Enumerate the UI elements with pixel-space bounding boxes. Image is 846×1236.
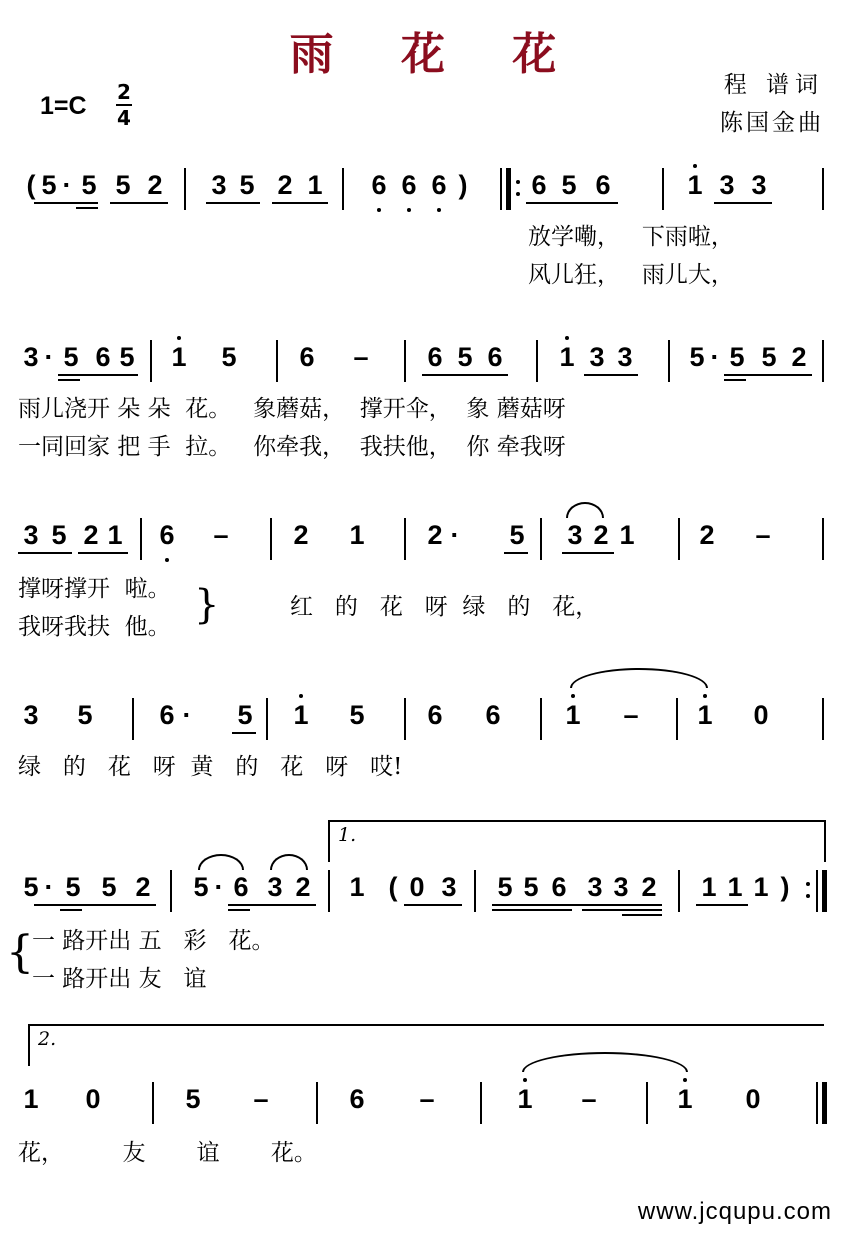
dash: – (419, 1084, 435, 1114)
note: 1 (753, 872, 769, 902)
note: 5 (523, 872, 539, 902)
note: 3 (23, 342, 39, 372)
beam (582, 909, 662, 911)
note: 5 (561, 170, 577, 200)
note: 5 (101, 872, 117, 902)
note: 2 (593, 520, 609, 550)
augmentation-dot: · (44, 342, 54, 372)
second-ending-bracket (28, 1024, 824, 1066)
dash: – (755, 520, 771, 550)
bar-line (536, 340, 538, 382)
note: 6 (485, 700, 501, 730)
note: 3 (567, 520, 583, 550)
bar-line (822, 168, 824, 210)
note: 1 (23, 1084, 39, 1114)
time-denominator: 4 (117, 106, 131, 130)
high-octave-dot (565, 336, 569, 340)
bar-line (342, 168, 344, 210)
note: 6 (431, 170, 447, 200)
note: 3 (617, 342, 633, 372)
note: 2 (295, 872, 311, 902)
beam (78, 552, 128, 554)
beam (526, 202, 618, 204)
second-ending-label: 2. (38, 1028, 57, 1050)
final-bar-thin (816, 1082, 818, 1124)
note: 5 (349, 700, 365, 730)
repeat-dot (806, 882, 810, 886)
note: 5 (237, 700, 253, 730)
note: 5 (41, 170, 57, 200)
bar-line (678, 870, 680, 912)
bar-line (404, 518, 406, 560)
repeat-bar-thick (506, 168, 511, 210)
note: 1 (687, 170, 703, 200)
beam (714, 202, 772, 204)
note: 6 (551, 872, 567, 902)
note: 1 (701, 872, 717, 902)
bar-line (676, 698, 678, 740)
slur (198, 854, 244, 870)
note: 5 (761, 342, 777, 372)
opening-brace: { (6, 927, 34, 978)
first-ending-bracket (328, 820, 826, 862)
repeat-bar-thick (822, 870, 827, 912)
paren-close: ) (780, 872, 790, 902)
closing-brace: } (194, 582, 220, 628)
note: 5 (115, 170, 131, 200)
note: 3 (719, 170, 735, 200)
dash: – (581, 1084, 597, 1114)
lyric-verse-2: 风儿狂， 雨儿大， (528, 262, 734, 288)
note: 0 (753, 700, 769, 730)
note: 2 (135, 872, 151, 902)
lyric-verse-1: 花， 友 谊 花。 (18, 1140, 317, 1166)
note: 6 (371, 170, 387, 200)
note: 6 (531, 170, 547, 200)
augmentation-dot: · (62, 170, 72, 200)
key-signature: 1=C (40, 92, 87, 120)
repeat-dot (516, 180, 520, 184)
score-line-1 (0, 168, 846, 288)
bar-line (822, 340, 824, 382)
beam (504, 552, 528, 554)
composer-credit: 陈国金曲 (720, 110, 824, 136)
bar-line (184, 168, 186, 210)
note: 5 (81, 170, 97, 200)
time-numerator: 2 (117, 80, 131, 104)
beam (724, 374, 812, 376)
high-octave-dot (523, 1078, 527, 1082)
score-line-4 (0, 698, 846, 788)
beam (34, 904, 156, 906)
first-ending-label: 1. (338, 824, 357, 846)
note: 6 (159, 520, 175, 550)
note: 5 (239, 170, 255, 200)
note: 3 (613, 872, 629, 902)
note: 6 (487, 342, 503, 372)
note: 1 (307, 170, 323, 200)
note: 6 (349, 1084, 365, 1114)
low-octave-dot (437, 208, 441, 212)
beam (76, 207, 98, 209)
song-title: 雨 花 花 (289, 29, 583, 80)
note: 3 (23, 700, 39, 730)
note: 1 (171, 342, 187, 372)
bar-line (140, 518, 142, 560)
note: 5 (77, 700, 93, 730)
bar-line (132, 698, 134, 740)
augmentation-dot: · (182, 700, 192, 730)
note: 3 (23, 520, 39, 550)
bar-line (170, 870, 172, 912)
beam (404, 904, 462, 906)
beam (228, 904, 316, 906)
note: 3 (441, 872, 457, 902)
score-line-5 (0, 870, 846, 992)
beam (272, 202, 328, 204)
note: 0 (409, 872, 425, 902)
augmentation-dot: · (44, 872, 54, 902)
note: ( (26, 170, 36, 200)
score-line-3 (0, 518, 846, 640)
high-octave-dot (683, 1078, 687, 1082)
low-octave-dot (377, 208, 381, 212)
beam (492, 909, 572, 911)
beam (58, 379, 80, 381)
beam (562, 552, 614, 554)
bar-line (404, 698, 406, 740)
bar-line (822, 698, 824, 740)
lyric-verse-1: 绿 的 花 呀 黄 的 花 呀 哎! (18, 754, 403, 780)
beam (110, 202, 168, 204)
note: 1 (619, 520, 635, 550)
lyric-verse-1: 撑呀撑开 啦。 (18, 576, 171, 602)
beam (622, 914, 662, 916)
bar-line (270, 518, 272, 560)
bar-line (678, 518, 680, 560)
site-watermark: www.jcqupu.com (637, 1198, 832, 1225)
note: 3 (267, 872, 283, 902)
note: 5 (729, 342, 745, 372)
note: 1 (677, 1084, 693, 1114)
tie (570, 668, 708, 688)
beam (584, 374, 638, 376)
augmentation-dot: · (450, 520, 460, 550)
note: 2 (83, 520, 99, 550)
high-octave-dot (693, 164, 697, 168)
dash: – (623, 700, 639, 730)
beam (58, 374, 138, 376)
note: 3 (589, 342, 605, 372)
lyricist-credit: 程 谱词 (723, 72, 824, 98)
bar-line (474, 870, 476, 912)
high-octave-dot (177, 336, 181, 340)
note: 2 (699, 520, 715, 550)
repeat-bar-thin (816, 870, 818, 912)
low-octave-dot (407, 208, 411, 212)
note: 1 (107, 520, 123, 550)
beam (492, 904, 662, 906)
lyric-verse-1: 放学嘞， 下雨啦， (528, 224, 734, 250)
lyric-verse-1: 一 路开出 五 彩 花。 (32, 928, 275, 954)
beam (724, 379, 746, 381)
note: ) (458, 170, 468, 200)
note: 6 (401, 170, 417, 200)
note: 2 (641, 872, 657, 902)
low-octave-dot (165, 558, 169, 562)
bar-line (646, 1082, 648, 1124)
bar-line (822, 518, 824, 560)
beam (206, 202, 260, 204)
note: 6 (427, 700, 443, 730)
note: 1 (293, 700, 309, 730)
lyric-refrain: 红 的 花 呀 绿 的 花， (290, 594, 599, 620)
paren-open: ( (388, 872, 398, 902)
note: 3 (211, 170, 227, 200)
dash: – (353, 342, 369, 372)
note: 5 (185, 1084, 201, 1114)
note: 1 (517, 1084, 533, 1114)
note: 5 (51, 520, 67, 550)
note: 1 (349, 520, 365, 550)
lyric-verse-2: 一同回家 把 手 拉。 你牵我， 我扶他， 你 牵我呀 (18, 434, 566, 460)
note: 5 (119, 342, 135, 372)
note: 5 (689, 342, 705, 372)
note: 1 (349, 872, 365, 902)
bar-line (266, 698, 268, 740)
augmentation-dot: · (214, 872, 224, 902)
bar-line (540, 518, 542, 560)
bar-line (662, 168, 664, 210)
beam (232, 732, 256, 734)
note: 5 (221, 342, 237, 372)
score-line-2 (0, 340, 846, 460)
note: 6 (427, 342, 443, 372)
beam (60, 909, 82, 911)
bar-line (540, 698, 542, 740)
note: 0 (85, 1084, 101, 1114)
score-line-6 (0, 1082, 846, 1172)
dash: – (253, 1084, 269, 1114)
repeat-bar-thin (500, 168, 502, 210)
beam (422, 374, 508, 376)
note: 5 (193, 872, 209, 902)
note: 6 (159, 700, 175, 730)
note: 5 (457, 342, 473, 372)
bar-line (668, 340, 670, 382)
note: 2 (277, 170, 293, 200)
high-octave-dot (703, 694, 707, 698)
augmentation-dot: · (710, 342, 720, 372)
bar-line (328, 870, 330, 912)
note: 5 (509, 520, 525, 550)
note: 0 (745, 1084, 761, 1114)
repeat-dot (516, 192, 520, 196)
bar-line (404, 340, 406, 382)
note: 1 (565, 700, 581, 730)
bar-line (150, 340, 152, 382)
bar-line (152, 1082, 154, 1124)
bar-line (276, 340, 278, 382)
lyric-verse-2: 一 路开出 友 谊 (32, 966, 207, 992)
note: 5 (65, 872, 81, 902)
note: 1 (727, 872, 743, 902)
final-bar-thick (822, 1082, 827, 1124)
note: 6 (595, 170, 611, 200)
lyric-verse-1: 雨儿浇开 朵 朵 花。 象蘑菇， 撑开伞， 象 蘑菇呀 (18, 396, 566, 422)
note: 2 (427, 520, 443, 550)
slur (270, 854, 308, 870)
high-octave-dot (299, 694, 303, 698)
note: 6 (233, 872, 249, 902)
high-octave-dot (571, 694, 575, 698)
note: 2 (147, 170, 163, 200)
note: 1 (697, 700, 713, 730)
slur (566, 502, 604, 518)
beam (18, 552, 72, 554)
repeat-dot (806, 894, 810, 898)
lyric-verse-2: 我呀我扶 他。 (18, 614, 171, 640)
note: 6 (95, 342, 111, 372)
beam (696, 904, 748, 906)
note: 1 (559, 342, 575, 372)
beam (34, 202, 98, 204)
note: 3 (587, 872, 603, 902)
note: 5 (23, 872, 39, 902)
beam (228, 909, 250, 911)
note: 2 (293, 520, 309, 550)
bar-line (480, 1082, 482, 1124)
note: 2 (791, 342, 807, 372)
note: 3 (751, 170, 767, 200)
bar-line (316, 1082, 318, 1124)
dash: – (213, 520, 229, 550)
note: 6 (299, 342, 315, 372)
note: 5 (497, 872, 513, 902)
time-signature (114, 80, 134, 130)
note: 5 (63, 342, 79, 372)
